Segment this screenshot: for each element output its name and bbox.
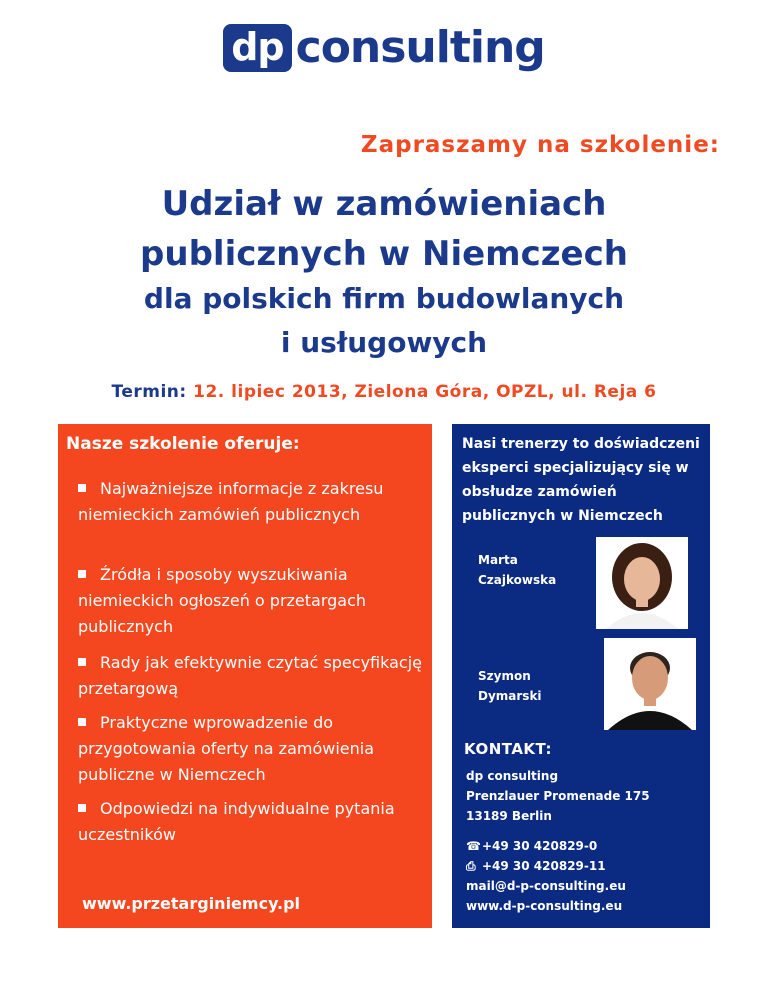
bullet-icon (78, 718, 86, 726)
contact-company: dp consulting (466, 769, 559, 783)
contact-city: 13189 Berlin (466, 809, 552, 823)
title-line-4: i usługowych (280, 326, 488, 359)
logo-text: consulting (295, 22, 545, 73)
bullet-icon (78, 804, 86, 812)
invite-heading: Zapraszamy na szkolenie: (360, 132, 720, 158)
bullet-icon (78, 658, 86, 666)
website-link[interactable]: www.przetarginiemcy.pl (82, 894, 301, 913)
event-date-value: 12. lipiec 2013, Zielona Góra, OPZL, ul. Reja 6 (193, 382, 657, 402)
bullet-icon (78, 570, 86, 578)
offer-item: Rady jak efektywnie czytać specyfikację przetargową (78, 653, 422, 698)
contact-phone: ☎+49 30 420829-0 (466, 836, 597, 856)
trainer-name: Marta Czajkowska (478, 553, 557, 587)
trainer-name: Szymon Dymarski (478, 669, 542, 703)
fax-icon: ⎙ (466, 859, 476, 873)
logo (0, 24, 768, 72)
offer-heading: Nasze szkolenie oferuje: (66, 434, 300, 454)
trainer-photo (596, 537, 688, 629)
offer-item: Odpowiedzi na indywidualne pytania uczestników (78, 799, 395, 844)
contact-web[interactable]: www.d-p-consulting.eu (466, 899, 623, 913)
offer-panel (58, 424, 432, 928)
offer-item: Źródła i sposoby wyszukiwania niemieckich ogłoszeń o przetargach publicznych (78, 565, 367, 636)
offer-item: Najważniejsze informacje z zakresu niemieckich zamówień publicznych (78, 479, 384, 524)
trainers-heading: Nasi trenerzy to doświadczeni eksperci specjalizujący się w obsłudze zamówień publicznych w Niemczech (462, 436, 700, 524)
trainer-photo (604, 638, 696, 730)
contact-fax: ⎙ +49 30 420829-11 (466, 856, 606, 876)
title-line-1: Udział w zamówieniach (161, 184, 607, 224)
contact-street: Prenzlauer Promenade 175 (466, 789, 650, 803)
phone-icon: ☎ (466, 839, 481, 853)
offer-item: Praktyczne wprowadzenie do przygotowania oferty na zamówienia publiczne w Niemczech (78, 713, 375, 784)
contact-heading: KONTAKT: (464, 740, 552, 758)
title-line-3: dla polskich firm budowlanych (143, 282, 625, 315)
contact-email[interactable]: mail@d-p-consulting.eu (466, 879, 626, 893)
logo-box: dp (223, 24, 291, 72)
bullet-icon (78, 484, 86, 492)
event-date-label: Termin: (111, 382, 187, 402)
event-date (0, 382, 768, 402)
title-line-2: publicznych w Niemczech (140, 234, 628, 274)
trainers-panel (452, 424, 710, 928)
